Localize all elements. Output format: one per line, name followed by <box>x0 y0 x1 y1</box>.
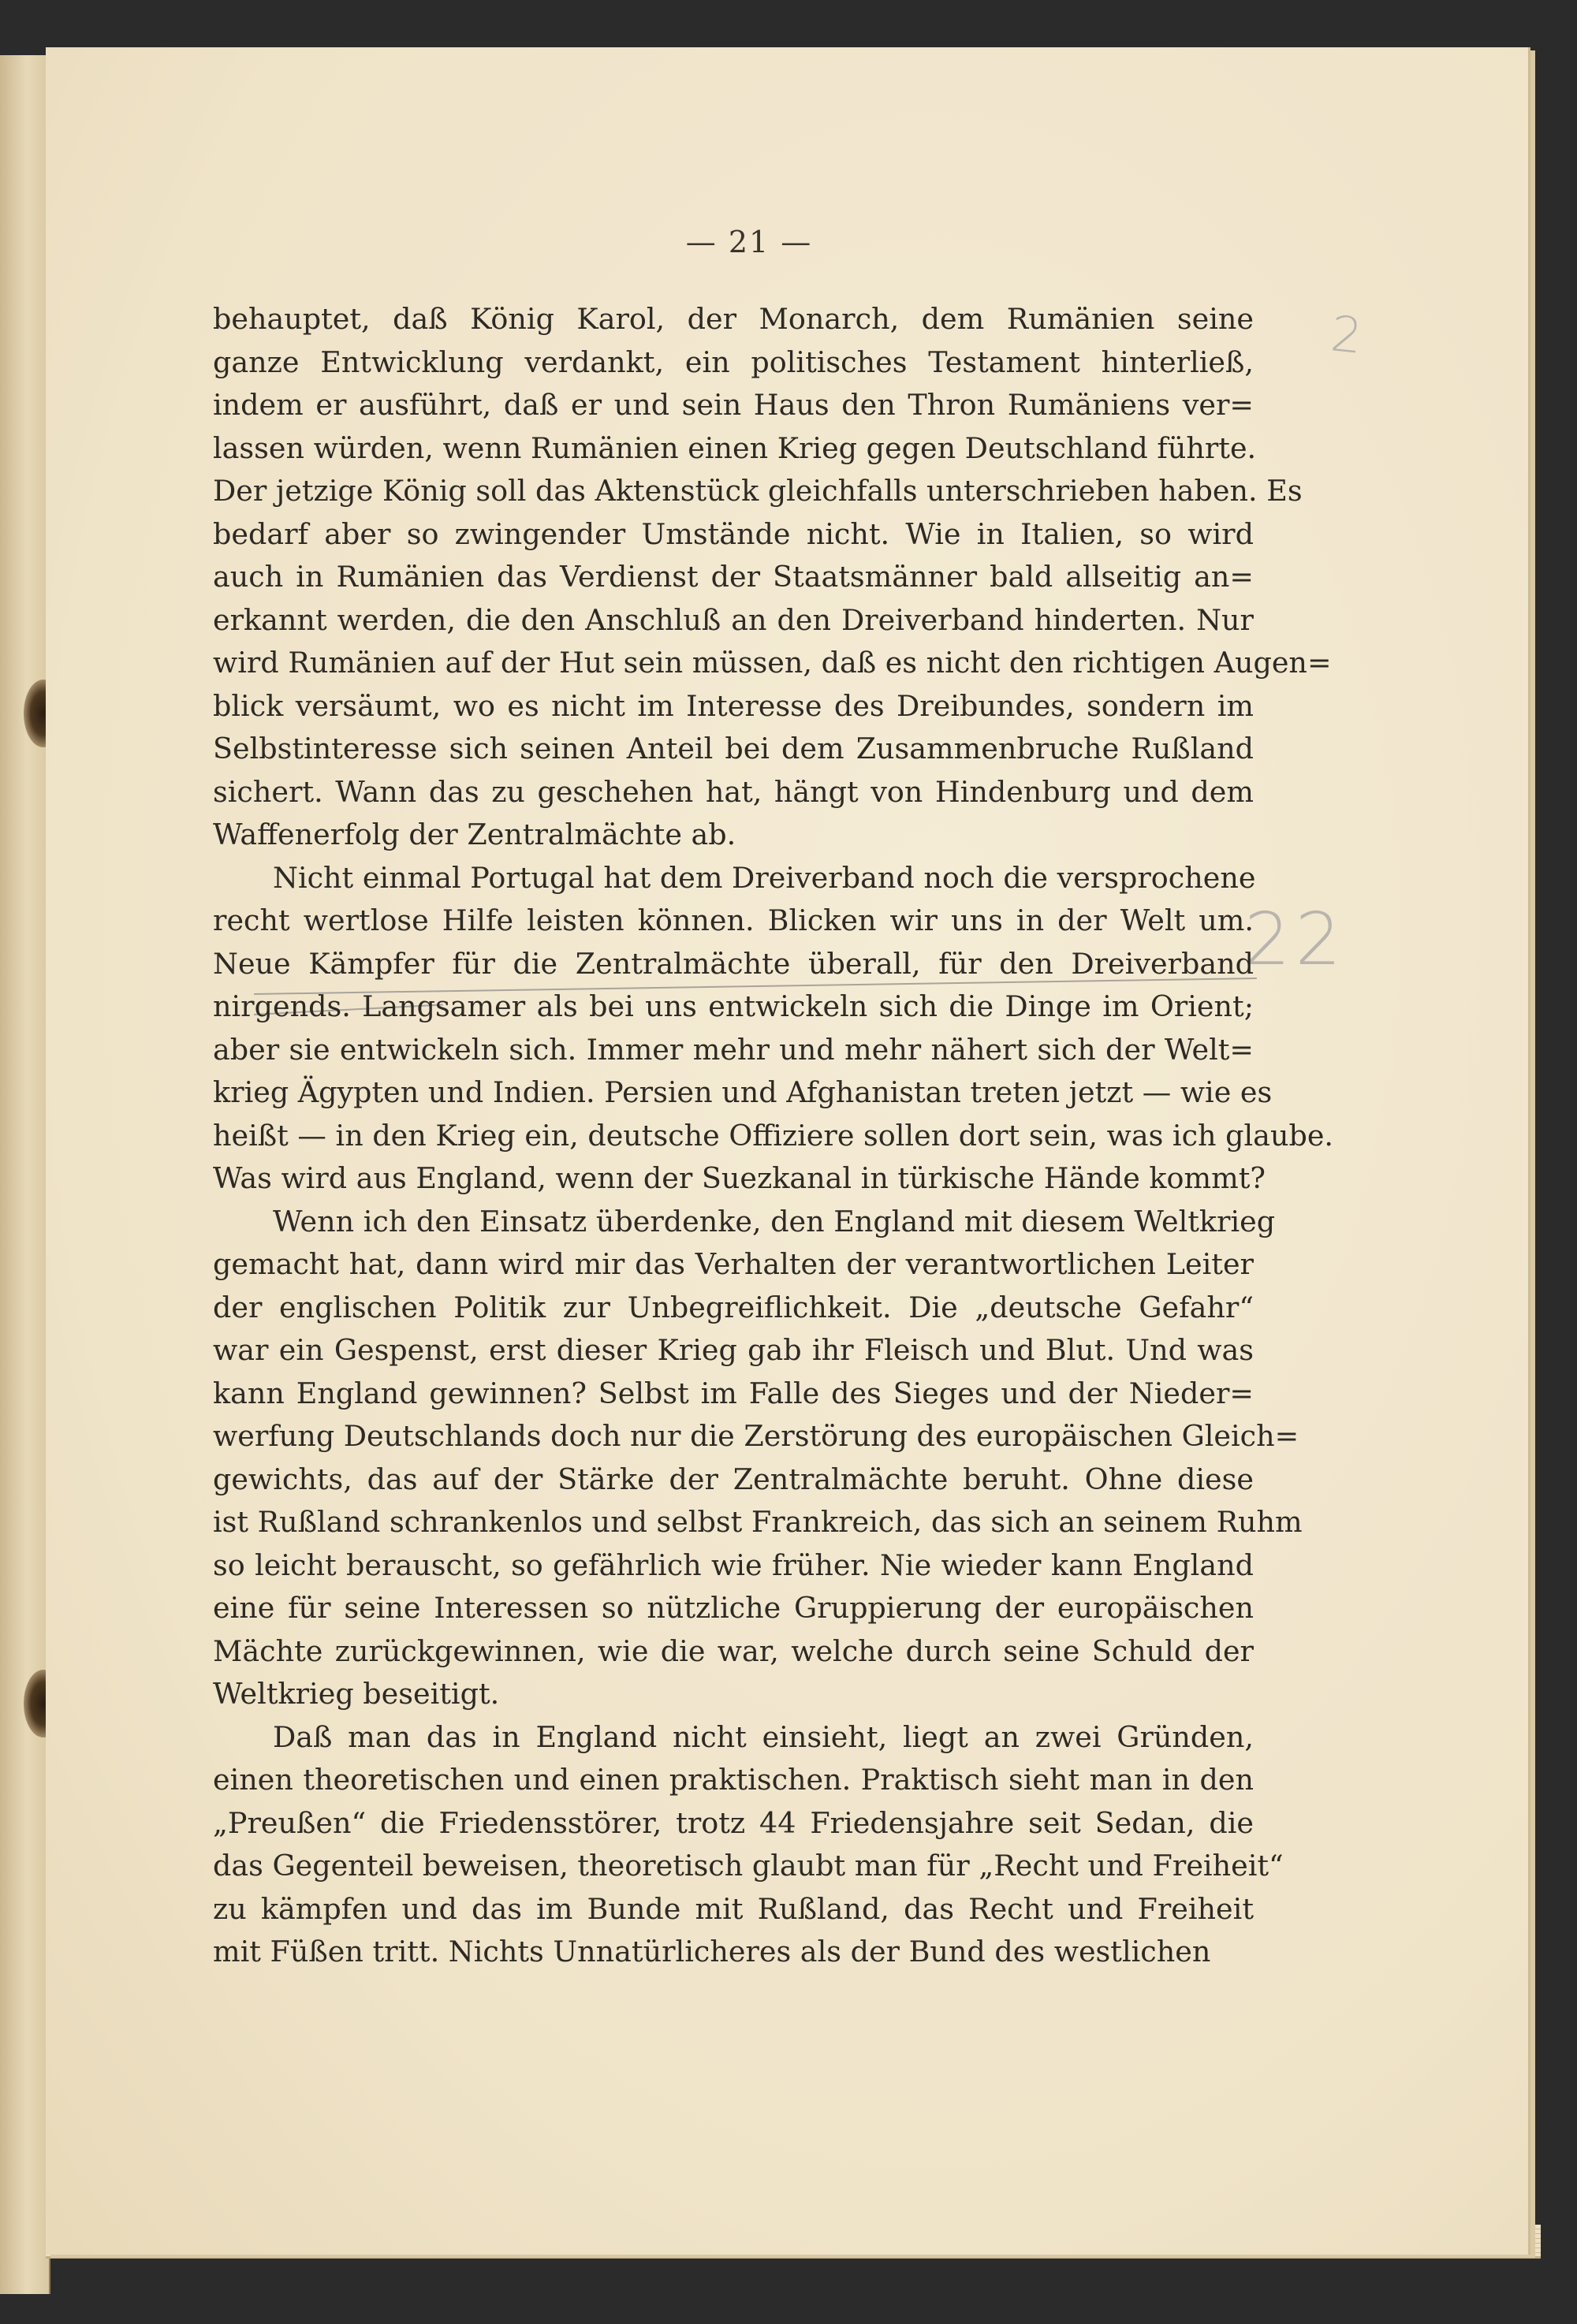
text-line: blick versäumt, wo es nicht im Interesse des Dreibundes, sondern im <box>213 688 1254 723</box>
text-line: kann England gewinnen? Selbst im Falle des Sieges und der Nieder= <box>213 1376 1254 1410</box>
text-line: Waffenerfolg der Zentralmächte ab. <box>213 817 736 851</box>
text-line: wird Rumänien auf der Hut sein müssen, daß es nicht den richtigen Augen= <box>213 646 1332 680</box>
text-line: einen theoretischen und einen praktischen. Praktisch sieht man in den <box>213 1763 1254 1797</box>
text-line: lassen würden, wenn Rumänien einen Krieg gegen Deutschland führte. <box>213 430 1257 465</box>
text-line: zu kämpfen und das im Bunde mit Rußland, das Recht und Freiheit <box>213 1891 1254 1926</box>
text-line: Der jetzige König soll das Aktenstück gleichfalls unterschrieben haben. Es <box>213 474 1303 508</box>
text-line: Mächte zurückgewinnen, wie die war, welche durch seine Schuld der <box>213 1633 1254 1668</box>
left-page-edge <box>0 55 50 2294</box>
text-line: aber sie entwickeln sich. Immer mehr und mehr nähert sich der Welt= <box>213 1032 1254 1067</box>
text-line: krieg Ägypten und Indien. Persien und Afghanistan treten jetzt — wie es <box>213 1075 1273 1109</box>
text-line: recht wertlose Hilfe leisten können. Blicken wir uns in der Welt um. <box>213 903 1254 937</box>
text-line: war ein Gespenst, erst dieser Krieg gab ihr Fleisch und Blut. Und was <box>213 1333 1254 1367</box>
paragraph <box>213 1201 1303 1716</box>
text-line: werfung Deutschlands doch nur die Zerstörung des europäischen Gleich= <box>213 1419 1299 1453</box>
text-line: erkannt werden, die den Anschluß an den Dreiverband hinderten. Nur <box>213 602 1254 637</box>
text-line: heißt — in den Krieg ein, deutsche Offiziere sollen dort sein, was ich glaube. <box>213 1118 1334 1153</box>
text-line: Weltkrieg beseitigt. <box>213 1677 500 1711</box>
margin-note-middle: 22 <box>1244 897 1347 981</box>
text-line: Neue Kämpfer für die Zentralmächte überall, für den Dreiverband <box>213 946 1254 981</box>
page-number: — 21 — <box>685 225 813 259</box>
text-line: Was wird aus England, wenn der Suezkanal in türkische Hände kommt? <box>213 1161 1266 1195</box>
paragraph <box>213 1716 1284 1974</box>
paragraph <box>213 298 1332 857</box>
text-line: ist Rußland schrankenlos und selbst Frankreich, das sich an seinem Ruhm <box>213 1505 1303 1539</box>
text-line: das Gegenteil beweisen, theoretisch glaubt man für „Recht und Freiheit“ <box>213 1849 1284 1883</box>
text-line: „Preußen“ die Friedensstörer, trotz 44 Friedensjahre seit Sedan, die <box>213 1805 1254 1840</box>
text-line: gemacht hat, dann wird mir das Verhalten der verantwortlichen Leiter <box>213 1247 1254 1281</box>
text-line: Wenn ich den Einsatz überdenke, den England mit diesem Weltkrieg <box>273 1204 1276 1238</box>
margin-note-top: 2 <box>1328 304 1366 365</box>
text-line: sichert. Wann das zu geschehen hat, hängt von Hindenburg und dem <box>213 774 1254 809</box>
text-line: indem er ausführt, daß er und sein Haus den Thron Rumäniens ver= <box>213 388 1254 422</box>
text-line: auch in Rumänien das Verdienst der Staatsmänner bald allseitig an= <box>213 560 1254 594</box>
text-line: so leicht berauscht, so gefährlich wie früher. Nie wieder kann England <box>213 1547 1254 1582</box>
text-line: nirgends. Langsamer als bei uns entwickeln sich die Dinge im Orient; <box>213 989 1254 1023</box>
text-line: bedarf aber so zwingender Umstände nicht. Wie in Italien, so wird <box>213 516 1254 551</box>
text-line: ganze Entwicklung verdankt, ein politisches Testament hinterließ, <box>213 345 1254 379</box>
text-line: mit Füßen tritt. Nichts Unnatürlicheres als der Bund des westlichen <box>213 1935 1211 1968</box>
text-line: Nicht einmal Portugal hat dem Dreiverband noch die versprochene <box>273 860 1256 895</box>
text-line: eine für seine Interessen so nützliche Gruppierung der europäischen <box>213 1591 1254 1625</box>
text-line: der englischen Politik zur Unbegreiflichkeit. Die „deutsche Gefahr“ <box>213 1290 1254 1324</box>
text-line: behauptet, daß König Karol, der Monarch, dem Rumänien seine <box>213 302 1254 336</box>
text-line: Selbstinteresse sich seinen Anteil bei dem Zusammenbruche Rußland <box>213 732 1254 765</box>
text-line: gewichts, das auf der Stärke der Zentralmächte beruht. Ohne diese <box>213 1462 1254 1496</box>
text-line: Daß man das in England nicht einsieht, liegt an zwei Gründen, <box>273 1719 1254 1754</box>
